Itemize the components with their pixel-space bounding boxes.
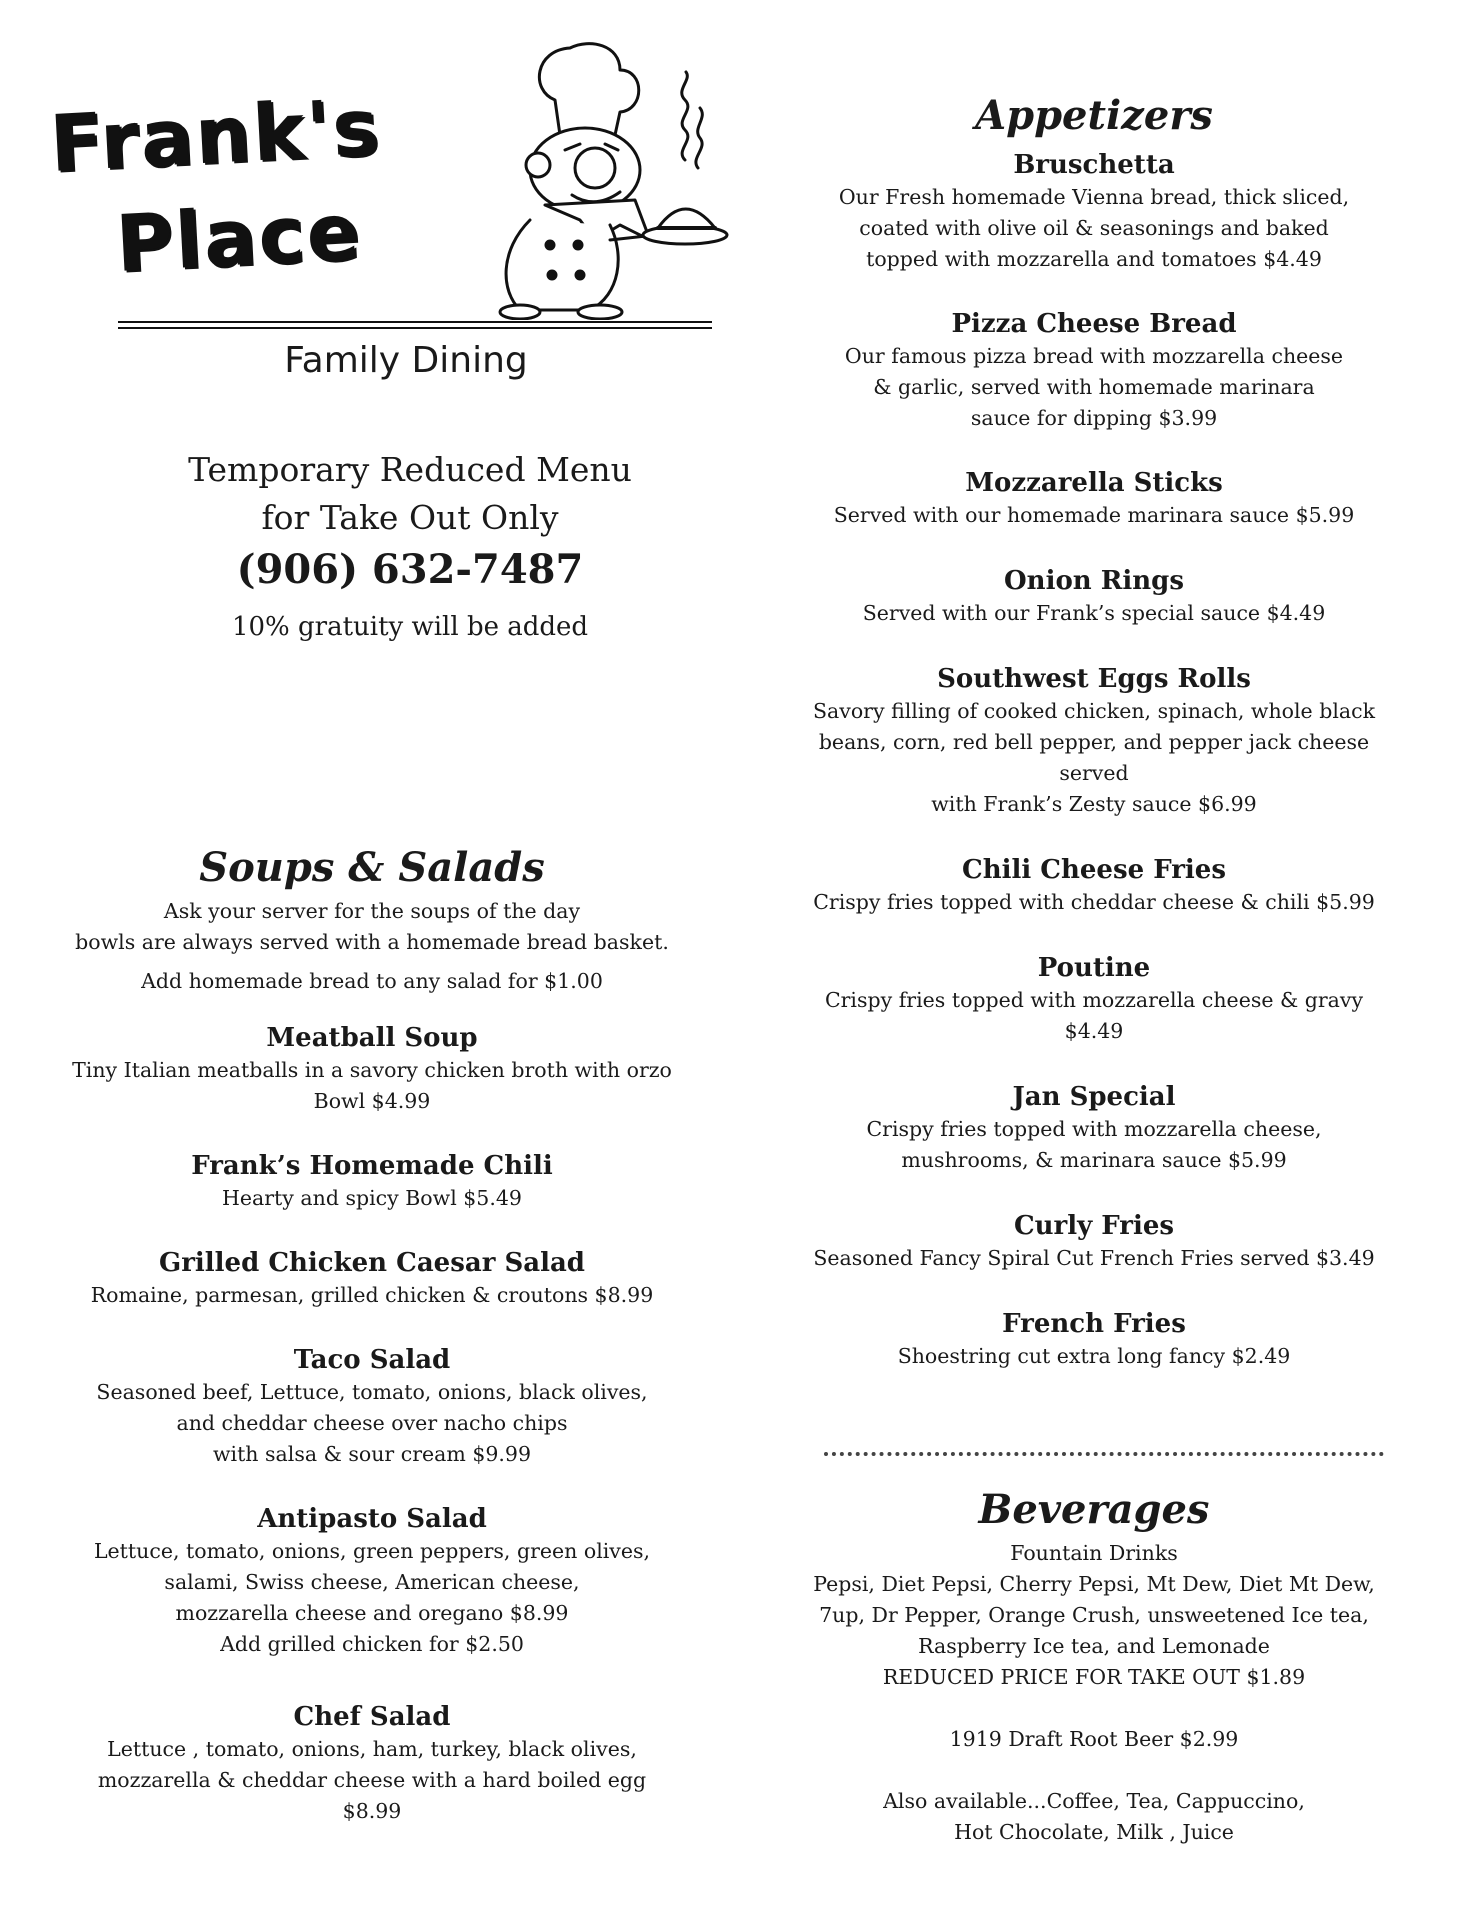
item-desc: Crispy fries topped with mozzarella cheese,: [866, 1117, 1322, 1141]
item-name: French Fries: [1002, 1309, 1186, 1339]
beverages-title: Beverages: [978, 1486, 1210, 1533]
item-desc: Hearty and spicy Bowl $5.49: [222, 1186, 522, 1210]
appetizers-section: [794, 88, 1394, 1372]
soups-item: [72, 1343, 672, 1470]
item-name: Jan Special: [1012, 1082, 1176, 1112]
appetizer-item: [794, 1209, 1394, 1274]
item-name: Meatball Soup: [266, 1023, 478, 1053]
soups-title: Soups & Salads: [199, 844, 545, 891]
item-desc: Add grilled chicken for $2.50: [220, 1632, 524, 1656]
appetizer-item: [794, 853, 1394, 918]
item-name: Bruschetta: [1013, 150, 1175, 180]
item-desc: Lettuce , tomato, onions, ham, turkey, black olives,: [107, 1737, 637, 1761]
item-desc: sauce for dipping $3.99: [970, 406, 1218, 430]
also-available-line-2: Hot Chocolate, Milk , Juice: [954, 1820, 1234, 1844]
logo-line-1: Frank's: [47, 82, 384, 190]
item-name: Chef Salad: [293, 1702, 451, 1732]
appetizer-item: [794, 1307, 1394, 1372]
soups-intro-3: Add homemade bread to any salad for $1.00: [141, 969, 603, 993]
beverage-line: Raspberry Ice tea, and Lemonade: [918, 1634, 1270, 1658]
item-desc: coated with olive oil & seasonings and baked: [859, 216, 1329, 240]
temp-menu-line-1: Temporary Reduced Menu: [188, 450, 632, 489]
beverage-line: Fountain Drinks: [1010, 1541, 1178, 1565]
item-desc: Bowl $4.99: [313, 1089, 431, 1113]
item-desc: with Frank’s Zesty sauce $6.99: [931, 792, 1257, 816]
chef-illustration: [460, 40, 760, 320]
soups-intro-1: Ask your server for the soups of the day: [163, 899, 581, 923]
item-desc: and cheddar cheese over nacho chips: [176, 1411, 568, 1435]
section-divider: [824, 1452, 1384, 1456]
item-desc: Crispy fries topped with mozzarella cheese & gravy $4.49: [824, 988, 1364, 1043]
left-header: [110, 446, 710, 642]
logo-underline-top: [118, 321, 712, 323]
item-desc: & garlic, served with homemade marinara: [873, 375, 1315, 399]
phone-number: (906) 632-7487: [236, 546, 584, 593]
item-desc: Savory filling of cooked chicken, spinach, whole black: [812, 699, 1376, 723]
soups-item: [72, 1246, 672, 1311]
item-desc: Crispy fries topped with cheddar cheese & chili $5.99: [813, 890, 1375, 914]
item-name: Poutine: [1037, 953, 1151, 983]
item-desc: Served with our Frank’s special sauce $4.49: [862, 601, 1326, 625]
item-desc: Seasoned Fancy Spiral Cut French Fries served $3.49: [813, 1246, 1375, 1270]
item-desc: salami, Swiss cheese, American cheese,: [164, 1570, 580, 1594]
item-name: Antipasto Salad: [257, 1504, 487, 1534]
soups-item: [72, 1021, 672, 1117]
appetizer-item: [794, 951, 1394, 1047]
appetizer-item: [794, 466, 1394, 531]
item-desc: mushrooms, & marinara sauce $5.99: [901, 1148, 1287, 1172]
item-desc: Our Fresh homemade Vienna bread, thick sliced,: [838, 185, 1350, 209]
item-desc: Served with our homemade marinara sauce $5.99: [833, 503, 1355, 527]
item-desc: Seasoned beef, Lettuce, tomato, onions, black olives,: [96, 1380, 648, 1404]
appetizer-item: [794, 148, 1394, 275]
beverage-line: REDUCED PRICE FOR TAKE OUT $1.89: [882, 1665, 1306, 1689]
item-desc: Shoestring cut extra long fancy $2.49: [897, 1344, 1291, 1368]
item-name: Onion Rings: [1004, 566, 1184, 596]
gratuity-note: 10% gratuity will be added: [231, 612, 589, 642]
appetizer-item: [794, 662, 1394, 820]
item-name: Mozzarella Sticks: [965, 468, 1223, 498]
item-desc: with salsa & sour cream $9.99: [212, 1442, 532, 1466]
item-desc: Tiny Italian meatballs in a savory chicken broth with orzo: [72, 1058, 672, 1082]
appetizer-item: [794, 564, 1394, 629]
item-name: Taco Salad: [293, 1345, 451, 1375]
soups-item: [72, 1149, 672, 1214]
item-desc: Our famous pizza bread with mozzarella cheese: [844, 344, 1344, 368]
item-name: Pizza Cheese Bread: [951, 309, 1237, 339]
beverage-line: Pepsi, Diet Pepsi, Cherry Pepsi, Mt Dew, Diet Mt Dew,: [813, 1572, 1375, 1596]
logo-underline-bottom: [118, 327, 712, 329]
item-desc: beans, corn, red bell pepper, and pepper jack cheese served: [818, 730, 1370, 785]
logo-line-2: Place: [113, 187, 364, 290]
soups-section: [72, 840, 672, 1827]
item-name: Frank’s Homemade Chili: [191, 1151, 553, 1181]
temp-menu-line-2: for Take Out Only: [261, 498, 559, 537]
beverage-line: 7up, Dr Pepper, Orange Crush, unsweetened Ice tea,: [819, 1603, 1369, 1627]
item-name: Curly Fries: [1013, 1211, 1175, 1241]
also-available-line-1: Also available...Coffee, Tea, Cappuccino,: [883, 1789, 1305, 1813]
item-name: Grilled Chicken Caesar Salad: [159, 1248, 585, 1278]
item-name: Southwest Eggs Rolls: [937, 664, 1251, 694]
appetizer-item: [794, 307, 1394, 434]
beverages-section: [794, 1482, 1394, 1848]
appetizer-item: [794, 1080, 1394, 1176]
appetizers-title: Appetizers: [975, 92, 1213, 139]
soups-intro-2: bowls are always served with a homemade bread basket.: [75, 930, 669, 954]
item-desc: mozzarella & cheddar cheese with a hard boiled egg $8.99: [97, 1768, 647, 1823]
tagline: Family Dining: [284, 340, 528, 381]
root-beer-line: 1919 Draft Root Beer $2.99: [949, 1727, 1239, 1751]
item-desc: topped with mozzarella and tomatoes $4.49: [866, 247, 1322, 271]
soups-item: [72, 1700, 672, 1827]
item-name: Chili Cheese Fries: [962, 855, 1226, 885]
item-desc: mozzarella cheese and oregano $8.99: [175, 1601, 569, 1625]
item-desc: Romaine, parmesan, grilled chicken & croutons $8.99: [90, 1283, 654, 1307]
item-desc: Lettuce, tomato, onions, green peppers, green olives,: [93, 1539, 651, 1563]
soups-item: [72, 1502, 672, 1660]
